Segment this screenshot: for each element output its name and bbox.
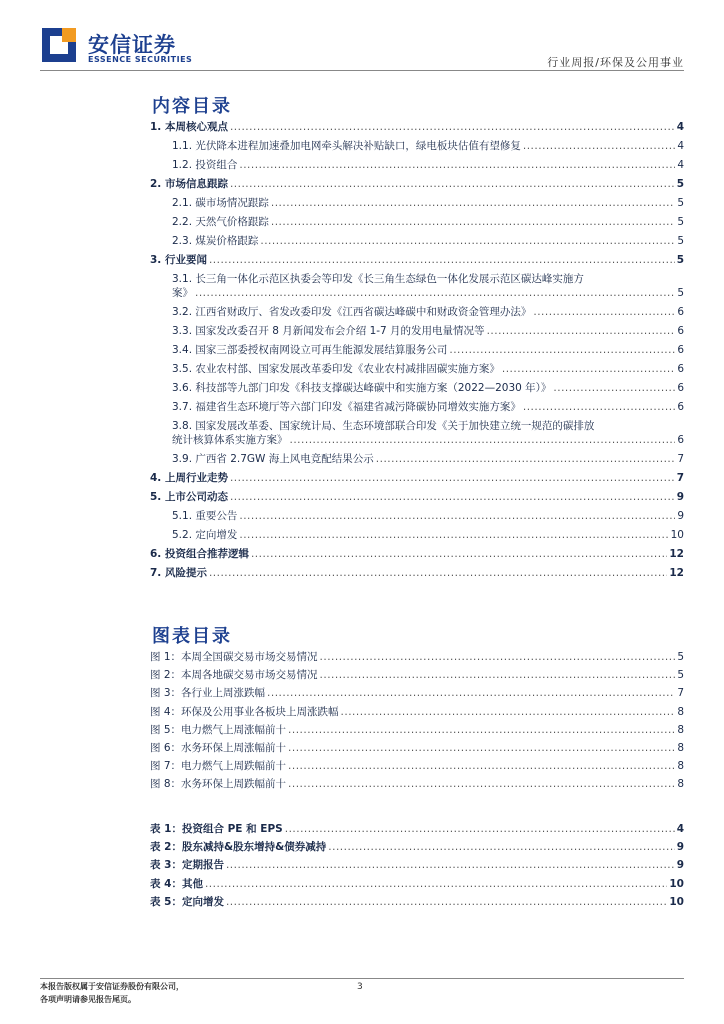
header-divider (40, 70, 684, 71)
toc-entry-text: 3.3. 国家发改委召开 8 月新闻发布会介绍 1-7 月的发用电量情况等 (172, 325, 485, 337)
table-list-page-number: 4 (676, 823, 684, 835)
toc-entry-text: 3.7. 福建省生态环境厅等六部门印发《福建省减污降碳协同增效实施方案》 (172, 401, 521, 413)
toc-entry[interactable] (150, 490, 684, 504)
leader-dots (288, 777, 675, 791)
leader-dots (341, 705, 676, 719)
figure-list-entry[interactable] (150, 723, 684, 737)
toc-entry-text: 3.2. 江西省财政厅、省发改委印发《江西省碳达峰碳中和财政资金管理办法》 (172, 306, 532, 318)
leader-dots (239, 158, 675, 172)
toc-entry[interactable] (150, 196, 684, 210)
toc-entry[interactable] (150, 471, 684, 485)
figure-list-page-number: 8 (677, 705, 684, 718)
toc-page-number: 9 (677, 510, 684, 522)
table-list-entry-text: 表 4：其他 (150, 877, 203, 890)
figure-list-entry[interactable] (150, 759, 684, 773)
figure-list-page-number: 8 (677, 741, 684, 754)
leader-dots (288, 723, 675, 737)
toc-page-number: 12 (669, 548, 684, 560)
leader-dots (226, 858, 675, 872)
brand-name-cn: 安信证券 (88, 33, 176, 57)
leader-dots (239, 509, 675, 523)
figure-list-entry[interactable] (150, 705, 684, 719)
table-list-entry-text: 表 3：定期报告 (150, 859, 224, 872)
leader-dots (288, 741, 675, 755)
figure-list-entry-text: 图 3：各行业上周涨跌幅 (150, 687, 266, 700)
table-list-entry-text: 表 2：股东减持&股东增持&债券减持 (150, 841, 327, 854)
table-list-entry[interactable] (150, 822, 684, 836)
footer-disclaimer (40, 980, 184, 1006)
toc-page-number: 6 (677, 344, 684, 356)
toc-page-number: 6 (677, 306, 684, 318)
leader-dots (288, 759, 675, 773)
figure-list-page-number: 7 (677, 687, 684, 700)
leader-dots (285, 822, 675, 836)
toc-entry-text: 1.1. 光伏降本进程加速叠加电网牵头解决补贴缺口，绿电板块估值有望修复 (172, 140, 521, 152)
report-category: 行业周报/环保及公用事业 (547, 56, 684, 69)
figure-list-entry[interactable] (150, 777, 684, 791)
leader-dots (239, 528, 668, 542)
toc-entry[interactable] (150, 547, 684, 561)
leader-dots (230, 490, 675, 504)
toc-page-number: 6 (677, 382, 684, 394)
table-list-page-number: 10 (669, 895, 684, 908)
footer-line-1: 本报告版权属于安信证券股份有限公司， (40, 982, 184, 991)
toc-entry-text: 3.5. 农业农村部、国家发展改革委印发《农业农村减排固碳实施方案》 (172, 363, 500, 375)
toc-entry-text: 1.2. 投资组合 (172, 159, 238, 171)
brand-name-en: ESSENCE SECURITIES (88, 55, 193, 64)
toc-entry[interactable] (150, 419, 684, 447)
toc-entry-text: 3.8. 国家发展改革委、国家统计局、生态环境部联合印发《关于加快建立统一规范的碳排放 (172, 420, 595, 432)
toc-page-number: 4 (676, 121, 684, 133)
table-list-entry[interactable] (150, 858, 684, 872)
leader-dots (209, 253, 675, 267)
toc-page-number: 5 (677, 287, 684, 299)
leader-dots (205, 877, 667, 891)
toc-page-number: 6 (677, 325, 684, 337)
toc-page-number: 9 (676, 491, 684, 503)
toc-entry[interactable] (150, 509, 684, 523)
toc-entry[interactable] (150, 343, 684, 357)
table-list-entry[interactable] (150, 895, 684, 909)
figure-list-entry-text: 图 6：水务环保上周涨幅前十 (150, 741, 287, 754)
table-of-contents (150, 120, 684, 585)
table-list-entry[interactable] (150, 840, 684, 854)
toc-entry[interactable] (150, 566, 684, 580)
toc-entry-text-cont: 案》 (172, 287, 193, 299)
figure-list-page-number: 8 (677, 723, 684, 736)
toc-entry[interactable] (150, 305, 684, 319)
table-list-page-number: 9 (676, 859, 684, 872)
figure-list-entry[interactable] (150, 650, 684, 664)
toc-page-number: 6 (677, 363, 684, 375)
figure-list-entry[interactable] (150, 741, 684, 755)
figure-list-page-number: 5 (677, 651, 684, 663)
leader-dots (271, 196, 675, 210)
toc-entry[interactable] (150, 400, 684, 414)
table-list-entry-text: 表 1：投资组合 PE 和 EPS (150, 823, 283, 835)
figure-list-page-number: 5 (677, 669, 684, 682)
leader-dots (523, 400, 675, 414)
toc-page-number: 4 (677, 159, 684, 171)
leader-dots (290, 433, 676, 447)
toc-page-number: 5 (677, 216, 684, 228)
figure-list-entry-text: 图 4：环保及公用事业各板块上周涨跌幅 (150, 705, 339, 718)
leader-dots (533, 305, 675, 319)
figure-list-entry-text: 图 5：电力燃气上周涨幅前十 (150, 723, 287, 736)
toc-page-number: 5 (677, 235, 684, 247)
leader-dots (487, 324, 676, 338)
leader-dots (226, 895, 667, 909)
figure-list-entry-text: 图 8：水务环保上周跌幅前十 (150, 778, 287, 791)
footer-line-2: 各项声明请参见报告尾页。 (40, 995, 136, 1004)
toc-page-number: 4 (677, 140, 684, 152)
figure-list-entry[interactable] (150, 668, 684, 682)
toc-title: 内容目录 (152, 96, 232, 117)
leader-dots (195, 286, 675, 300)
leader-dots (523, 139, 675, 153)
footer-divider (40, 978, 684, 979)
toc-entry[interactable] (150, 452, 684, 466)
figure-list-entry-text: 图 2：本周各地碳交易市场交易情况 (150, 669, 318, 682)
toc-entry-text: 3.1. 长三角一体化示范区执委会等印发《长三角生态绿色一体化发展示范区碳达峰实施方 (172, 273, 584, 285)
toc-entry-text-cont: 统计核算体系实施方案》 (172, 434, 288, 446)
toc-entry-text: 4. 上周行业走势 (150, 472, 228, 484)
toc-entry[interactable] (150, 158, 684, 172)
table-list-page-number: 9 (676, 841, 684, 854)
toc-entry-text: 5. 上市公司动态 (150, 491, 228, 503)
toc-page-number: 7 (676, 472, 684, 484)
toc-entry[interactable] (150, 177, 684, 191)
leader-dots (251, 547, 667, 561)
toc-entry-text: 5.1. 重要公告 (172, 510, 238, 522)
toc-entry-text: 5.2. 定向增发 (172, 529, 238, 541)
toc-entry[interactable] (150, 362, 684, 376)
leader-dots (267, 686, 675, 700)
leader-dots (553, 381, 675, 395)
toc-entry-text: 7. 风险提示 (150, 567, 207, 579)
leader-dots (209, 566, 667, 580)
toc-entry[interactable] (150, 120, 684, 134)
leader-dots (230, 177, 675, 191)
toc-page-number: 7 (677, 453, 684, 465)
leader-dots (271, 215, 675, 229)
leader-dots (328, 840, 674, 854)
table-list-entry[interactable] (150, 877, 684, 891)
leader-dots (502, 362, 675, 376)
toc-entry-text: 3.6. 科技部等九部门印发《科技支撑碳达峰碳中和实施方案（2022—2030 年）》 (172, 382, 552, 394)
figure-list-entry-text: 图 7：电力燃气上周跌幅前十 (150, 760, 287, 773)
toc-entry-text: 2.1. 碳市场情况跟踪 (172, 197, 269, 209)
leader-dots (320, 650, 676, 664)
toc-page-number: 5 (677, 197, 684, 209)
toc-entry-text: 3.4. 国家三部委授权南网设立可再生能源发展结算服务公司 (172, 344, 448, 356)
figure-list-page-number: 8 (677, 778, 684, 791)
toc-entry[interactable] (150, 139, 684, 153)
toc-page-number: 6 (677, 401, 684, 413)
toc-entry-text: 2. 市场信息跟踪 (150, 178, 228, 190)
page-header (0, 0, 724, 80)
table-list-entry-text: 表 5：定向增发 (150, 895, 224, 908)
leader-dots (230, 471, 675, 485)
figure-list-page-number: 8 (677, 760, 684, 773)
toc-entry-text: 6. 投资组合推荐逻辑 (150, 548, 249, 560)
toc-entry-text: 3. 行业要闻 (150, 254, 207, 266)
figure-list-entry-text: 图 1：本周全国碳交易市场交易情况 (150, 651, 318, 663)
toc-entry[interactable] (150, 253, 684, 267)
toc-entry-text: 1. 本周核心观点 (150, 121, 228, 133)
toc-page-number: 5 (676, 178, 684, 190)
toc-page-number: 5 (676, 254, 684, 266)
leader-dots (260, 234, 675, 248)
leader-dots (320, 668, 676, 682)
toc-entry[interactable] (150, 215, 684, 229)
figure-list (150, 650, 684, 796)
toc-entry[interactable] (150, 381, 684, 395)
figure-list-title: 图表目录 (152, 626, 232, 647)
toc-page-number: 10 (670, 529, 684, 541)
table-list (150, 822, 684, 913)
toc-entry-text: 2.2. 天然气价格跟踪 (172, 216, 269, 228)
table-list-page-number: 10 (669, 877, 684, 890)
toc-entry-text: 3.9. 广西省 2.7GW 海上风电竞配结果公示 (172, 453, 374, 465)
toc-entry[interactable] (150, 324, 684, 338)
leader-dots (376, 452, 676, 466)
toc-page-number: 12 (669, 567, 684, 579)
toc-entry[interactable] (150, 234, 684, 248)
toc-entry[interactable] (150, 272, 684, 300)
toc-page-number: 6 (677, 434, 684, 446)
leader-dots (230, 120, 675, 134)
toc-entry-text: 2.3. 煤炭价格跟踪 (172, 235, 259, 247)
page-number: 3 (357, 982, 363, 992)
leader-dots (449, 343, 675, 357)
figure-list-entry[interactable] (150, 686, 684, 700)
toc-entry[interactable] (150, 528, 684, 542)
essence-logo-icon (42, 28, 76, 62)
